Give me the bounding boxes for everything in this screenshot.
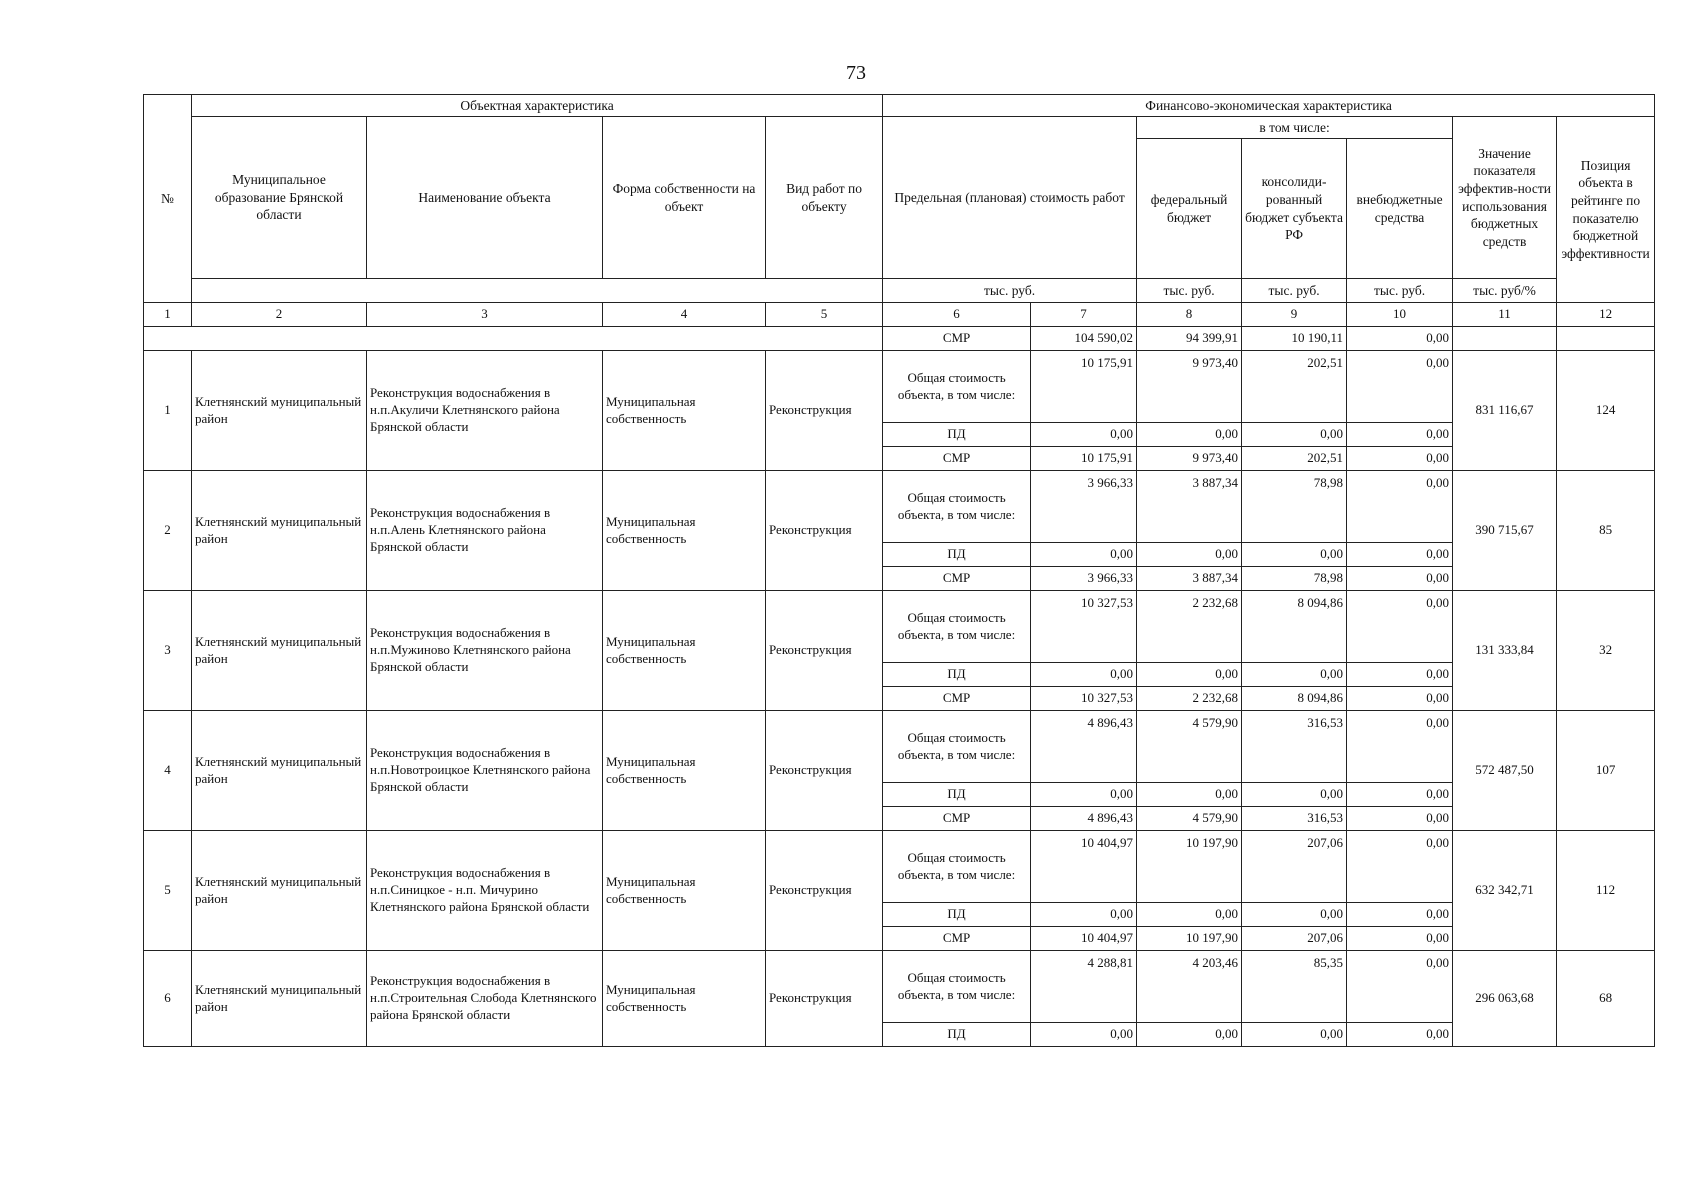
object-municipality: Клетнянский муниципальный район [192, 951, 367, 1047]
object-ownership: Муниципальная собственность [603, 831, 766, 951]
unit-cost: тыс. руб. [883, 279, 1137, 303]
carryover-empty [144, 327, 883, 351]
total-cost-value: 0,00 [1347, 951, 1453, 1023]
header-empty-unit [192, 279, 883, 303]
smr-value: 10 197,90 [1137, 927, 1242, 951]
smr-value: 10 404,97 [1031, 927, 1137, 951]
object-name: Реконструкция водоснабжения в н.п.Синицкое - н.п. Мичурино Клетнянского района Брянской области [367, 831, 603, 951]
unit-extrabudget: тыс. руб. [1347, 279, 1453, 303]
rating-position: 68 [1557, 951, 1655, 1047]
object-name: Реконструкция водоснабжения в н.п.Алень Клетнянского района Брянской области [367, 471, 603, 591]
object-name: Реконструкция водоснабжения в н.п.Мужиново Клетнянского района Брянской области [367, 591, 603, 711]
smr-value: 0,00 [1347, 927, 1453, 951]
column-number: 7 [1031, 303, 1137, 327]
header-cost: Предельная (плановая) стоимость работ [883, 117, 1137, 279]
object-row [144, 831, 1655, 903]
pd-value: 0,00 [1242, 663, 1347, 687]
object-row [144, 591, 1655, 663]
column-number: 4 [603, 303, 766, 327]
pd-value: 0,00 [1031, 903, 1137, 927]
total-cost-label: Общая стоимость объекта, в том числе: [883, 351, 1031, 423]
unit-federal: тыс. руб. [1137, 279, 1242, 303]
header-work: Вид работ по объекту [766, 117, 883, 279]
object-row [144, 351, 1655, 423]
header-extrabudget: внебюджетные средства [1347, 139, 1453, 279]
column-number: 2 [192, 303, 367, 327]
carryover-label: СМР [883, 327, 1031, 351]
total-cost-value: 0,00 [1347, 471, 1453, 543]
object-row [144, 471, 1655, 543]
smr-value: 202,51 [1242, 447, 1347, 471]
pd-value: 0,00 [1137, 543, 1242, 567]
column-number: 11 [1453, 303, 1557, 327]
total-cost-value: 207,06 [1242, 831, 1347, 903]
total-cost-value: 10 327,53 [1031, 591, 1137, 663]
smr-value: 10 175,91 [1031, 447, 1137, 471]
header-object-group: Объектная характеристика [192, 95, 883, 117]
total-cost-value: 9 973,40 [1137, 351, 1242, 423]
object-municipality: Клетнянский муниципальный район [192, 831, 367, 951]
smr-label: СМР [883, 807, 1031, 831]
total-cost-label: Общая стоимость объекта, в том числе: [883, 591, 1031, 663]
pd-value: 0,00 [1031, 663, 1137, 687]
total-cost-value: 4 896,43 [1031, 711, 1137, 783]
pd-value: 0,00 [1242, 783, 1347, 807]
header-ownership: Форма собственности на объект [603, 117, 766, 279]
column-number: 3 [367, 303, 603, 327]
carryover-federal: 94 399,91 [1137, 327, 1242, 351]
object-name: Реконструкция водоснабжения в н.п.Новотроицкое Клетнянского района Брянской области [367, 711, 603, 831]
smr-value: 8 094,86 [1242, 687, 1347, 711]
efficiency-indicator: 296 063,68 [1453, 951, 1557, 1047]
header-including: в том числе: [1137, 117, 1453, 139]
pd-value: 0,00 [1347, 543, 1453, 567]
pd-value: 0,00 [1242, 543, 1347, 567]
pd-value: 0,00 [1031, 1023, 1137, 1047]
object-municipality: Клетнянский муниципальный район [192, 471, 367, 591]
smr-label: СМР [883, 927, 1031, 951]
total-cost-value: 0,00 [1347, 351, 1453, 423]
smr-value: 0,00 [1347, 687, 1453, 711]
total-cost-value: 8 094,86 [1242, 591, 1347, 663]
header-federal: федеральный бюджет [1137, 139, 1242, 279]
rating-position: 32 [1557, 591, 1655, 711]
total-cost-value: 3 887,34 [1137, 471, 1242, 543]
total-cost-value: 2 232,68 [1137, 591, 1242, 663]
object-work-type: Реконструкция [766, 471, 883, 591]
pd-value: 0,00 [1347, 1023, 1453, 1047]
total-cost-value: 0,00 [1347, 711, 1453, 783]
column-number: 6 [883, 303, 1031, 327]
header-consolidated: консолиди-рованный бюджет субъекта РФ [1242, 139, 1347, 279]
column-number: 1 [144, 303, 192, 327]
unit-consolidated: тыс. руб. [1242, 279, 1347, 303]
pd-label: ПД [883, 783, 1031, 807]
pd-value: 0,00 [1137, 783, 1242, 807]
total-cost-value: 4 203,46 [1137, 951, 1242, 1023]
object-number: 6 [144, 951, 192, 1047]
total-cost-value: 10 404,97 [1031, 831, 1137, 903]
object-ownership: Муниципальная собственность [603, 471, 766, 591]
total-cost-value: 4 579,90 [1137, 711, 1242, 783]
smr-value: 0,00 [1347, 807, 1453, 831]
efficiency-indicator: 632 342,71 [1453, 831, 1557, 951]
pd-value: 0,00 [1347, 423, 1453, 447]
header-municipality: Муниципальное образование Брянской области [192, 117, 367, 279]
object-work-type: Реконструкция [766, 831, 883, 951]
column-number: 10 [1347, 303, 1453, 327]
header-position: Позиция объекта в рейтинге по показателю бюджетной эффективности [1557, 117, 1655, 303]
pd-label: ПД [883, 1023, 1031, 1047]
object-ownership: Муниципальная собственность [603, 591, 766, 711]
object-municipality: Клетнянский муниципальный район [192, 711, 367, 831]
smr-value: 78,98 [1242, 567, 1347, 591]
object-number: 5 [144, 831, 192, 951]
column-number: 8 [1137, 303, 1242, 327]
rating-position: 112 [1557, 831, 1655, 951]
rating-position: 124 [1557, 351, 1655, 471]
pd-value: 0,00 [1031, 543, 1137, 567]
object-row [144, 951, 1655, 1023]
total-cost-value: 78,98 [1242, 471, 1347, 543]
object-ownership: Муниципальная собственность [603, 711, 766, 831]
object-name: Реконструкция водоснабжения в н.п.Строительная Слобода Клетнянского района Брянской области [367, 951, 603, 1047]
column-number: 9 [1242, 303, 1347, 327]
smr-value: 10 327,53 [1031, 687, 1137, 711]
smr-value: 9 973,40 [1137, 447, 1242, 471]
total-cost-value: 316,53 [1242, 711, 1347, 783]
header-name: Наименование объекта [367, 117, 603, 279]
pd-value: 0,00 [1137, 903, 1242, 927]
column-number: 5 [766, 303, 883, 327]
pd-value: 0,00 [1347, 903, 1453, 927]
object-number: 1 [144, 351, 192, 471]
rating-position: 85 [1557, 471, 1655, 591]
total-cost-value: 202,51 [1242, 351, 1347, 423]
total-cost-value: 10 175,91 [1031, 351, 1137, 423]
pd-value: 0,00 [1137, 1023, 1242, 1047]
efficiency-indicator: 831 116,67 [1453, 351, 1557, 471]
total-cost-value: 0,00 [1347, 591, 1453, 663]
object-ownership: Муниципальная собственность [603, 351, 766, 471]
pd-value: 0,00 [1242, 903, 1347, 927]
pd-value: 0,00 [1242, 1023, 1347, 1047]
carryover-indicator-empty [1453, 327, 1557, 351]
carryover-total: 104 590,02 [1031, 327, 1137, 351]
smr-value: 316,53 [1242, 807, 1347, 831]
total-cost-label: Общая стоимость объекта, в том числе: [883, 711, 1031, 783]
smr-value: 2 232,68 [1137, 687, 1242, 711]
smr-label: СМР [883, 447, 1031, 471]
rating-position: 107 [1557, 711, 1655, 831]
pd-label: ПД [883, 903, 1031, 927]
efficiency-indicator: 572 487,50 [1453, 711, 1557, 831]
smr-value: 3 966,33 [1031, 567, 1137, 591]
object-row [144, 711, 1655, 783]
smr-label: СМР [883, 567, 1031, 591]
column-number: 12 [1557, 303, 1655, 327]
header-finance-group: Финансово-экономическая характеристика [883, 95, 1655, 117]
total-cost-value: 3 966,33 [1031, 471, 1137, 543]
object-work-type: Реконструкция [766, 711, 883, 831]
object-name: Реконструкция водоснабжения в н.п.Акуличи Клетнянского района Брянской области [367, 351, 603, 471]
header-indicator: Значение показателя эффектив-ности использования бюджетных средств [1453, 117, 1557, 279]
object-work-type: Реконструкция [766, 351, 883, 471]
smr-label: СМР [883, 687, 1031, 711]
pd-value: 0,00 [1137, 663, 1242, 687]
object-number: 2 [144, 471, 192, 591]
pd-value: 0,00 [1347, 663, 1453, 687]
carryover-position-empty [1557, 327, 1655, 351]
object-number: 3 [144, 591, 192, 711]
carryover-extra: 0,00 [1347, 327, 1453, 351]
total-cost-value: 10 197,90 [1137, 831, 1242, 903]
smr-value: 0,00 [1347, 567, 1453, 591]
unit-indicator: тыс. руб/% [1453, 279, 1557, 303]
pd-value: 0,00 [1347, 783, 1453, 807]
pd-label: ПД [883, 543, 1031, 567]
object-work-type: Реконструкция [766, 951, 883, 1047]
smr-value: 207,06 [1242, 927, 1347, 951]
smr-value: 4 896,43 [1031, 807, 1137, 831]
object-number: 4 [144, 711, 192, 831]
pd-value: 0,00 [1031, 783, 1137, 807]
pd-value: 0,00 [1031, 423, 1137, 447]
page-number: 73 [846, 62, 866, 84]
efficiency-indicator: 131 333,84 [1453, 591, 1557, 711]
budget-table [143, 94, 1655, 1047]
total-cost-value: 0,00 [1347, 831, 1453, 903]
object-work-type: Реконструкция [766, 591, 883, 711]
pd-label: ПД [883, 423, 1031, 447]
total-cost-label: Общая стоимость объекта, в том числе: [883, 951, 1031, 1023]
smr-value: 4 579,90 [1137, 807, 1242, 831]
pd-value: 0,00 [1242, 423, 1347, 447]
column-numbers-row [144, 303, 1655, 327]
carryover-consolidated: 10 190,11 [1242, 327, 1347, 351]
efficiency-indicator: 390 715,67 [1453, 471, 1557, 591]
pd-label: ПД [883, 663, 1031, 687]
object-ownership: Муниципальная собственность [603, 951, 766, 1047]
header-no: № [144, 95, 192, 303]
smr-value: 3 887,34 [1137, 567, 1242, 591]
smr-value: 0,00 [1347, 447, 1453, 471]
total-cost-label: Общая стоимость объекта, в том числе: [883, 471, 1031, 543]
total-cost-label: Общая стоимость объекта, в том числе: [883, 831, 1031, 903]
object-municipality: Клетнянский муниципальный район [192, 351, 367, 471]
pd-value: 0,00 [1137, 423, 1242, 447]
total-cost-value: 4 288,81 [1031, 951, 1137, 1023]
total-cost-value: 85,35 [1242, 951, 1347, 1023]
carryover-row [144, 327, 1655, 351]
object-municipality: Клетнянский муниципальный район [192, 591, 367, 711]
